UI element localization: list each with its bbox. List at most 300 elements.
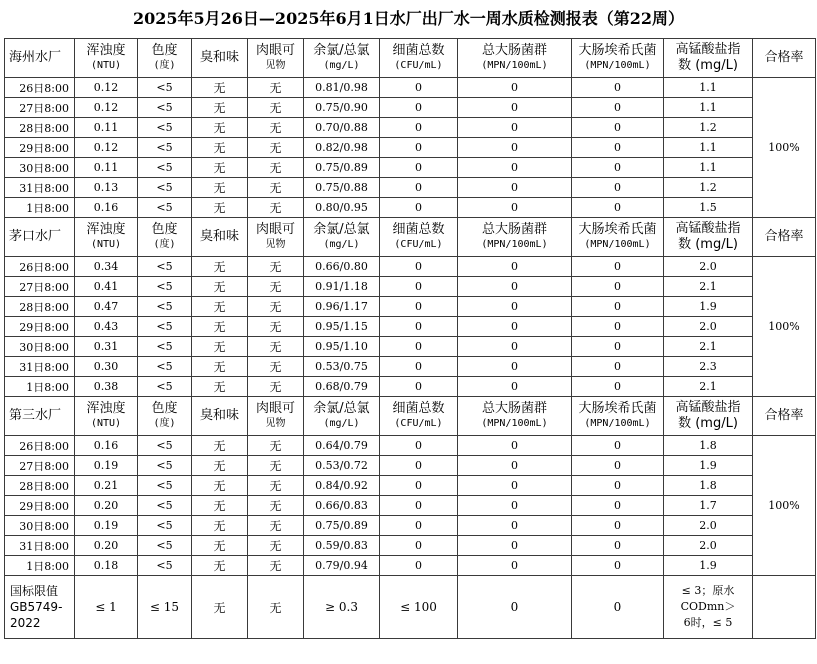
table-row (5, 158, 816, 178)
cell-chlorine: 0.75/0.89 (304, 158, 380, 178)
header-ecoli (572, 397, 664, 436)
cell-coliform: 0 (458, 158, 572, 178)
table-row (5, 556, 816, 576)
cell-visible: 无 (248, 277, 304, 297)
cell-odor: 无 (192, 456, 248, 476)
cell-color: <5 (138, 297, 192, 317)
cell-chlorine: 0.70/0.88 (304, 118, 380, 138)
cell-ecoli: 0 (572, 357, 664, 377)
header-ecoli-line-2: (MPN/100mL) (584, 418, 651, 429)
header-kmno4 (664, 397, 753, 436)
header-visible-line-1: 肉眼可 (255, 401, 295, 416)
header-kmno4 (664, 218, 753, 257)
cell-odor: 无 (192, 158, 248, 178)
cell-bacteria: 0 (380, 516, 458, 536)
cell-visible: 无 (248, 556, 304, 576)
cell-odor: 无 (192, 257, 248, 277)
cell-time: 27日8:00 (5, 98, 75, 118)
pass-rate-cell: 100% (753, 257, 816, 397)
cell-time: 31日8:00 (5, 536, 75, 556)
cell-kmno4: 1.9 (664, 456, 753, 476)
limit-label (5, 576, 75, 639)
cell-odor: 无 (192, 118, 248, 138)
cell-color: <5 (138, 257, 192, 277)
cell-odor: 无 (192, 516, 248, 536)
header-visible-line-2: 见物 (265, 418, 286, 429)
limit-odor: 无 (192, 576, 248, 639)
cell-chlorine: 0.96/1.17 (304, 297, 380, 317)
cell-visible: 无 (248, 337, 304, 357)
header-pass-rate: 合格率 (753, 39, 816, 78)
cell-color: <5 (138, 78, 192, 98)
cell-odor: 无 (192, 138, 248, 158)
header-bacteria-line-1: 细菌总数 (392, 401, 445, 416)
cell-visible: 无 (248, 317, 304, 337)
cell-time: 31日8:00 (5, 357, 75, 377)
cell-color: <5 (138, 337, 192, 357)
limit-kmno4-line: CODmn＞ (680, 600, 736, 613)
header-color-line-1: 色度 (151, 222, 178, 237)
cell-turbidity: 0.43 (75, 317, 138, 337)
cell-odor: 无 (192, 377, 248, 397)
cell-kmno4: 1.7 (664, 496, 753, 516)
header-coliform (458, 39, 572, 78)
table-row (5, 436, 816, 456)
header-pass-rate: 合格率 (753, 218, 816, 257)
cell-bacteria: 0 (380, 98, 458, 118)
limit-turbidity: ≤ 1 (75, 576, 138, 639)
table-row (5, 476, 816, 496)
cell-kmno4: 1.9 (664, 297, 753, 317)
cell-kmno4: 1.1 (664, 158, 753, 178)
cell-time: 30日8:00 (5, 337, 75, 357)
cell-turbidity: 0.19 (75, 456, 138, 476)
header-bacteria-line-2: (CFU/mL) (394, 60, 443, 71)
cell-time: 31日8:00 (5, 178, 75, 198)
cell-time: 30日8:00 (5, 516, 75, 536)
header-coliform-line-2: (MPN/100mL) (481, 60, 548, 71)
cell-color: <5 (138, 556, 192, 576)
header-turbidity-line-1: 浑浊度 (86, 401, 126, 416)
table-row (5, 178, 816, 198)
cell-color: <5 (138, 377, 192, 397)
limit-label-line: GB5749- (10, 600, 63, 614)
cell-chlorine: 0.53/0.75 (304, 357, 380, 377)
header-kmno4-line-2: 数 (mg/L) (678, 58, 738, 73)
cell-time: 26日8:00 (5, 257, 75, 277)
header-odor: 臭和味 (192, 397, 248, 436)
cell-bacteria: 0 (380, 297, 458, 317)
limit-chlorine: ≥ 0.3 (304, 576, 380, 639)
header-color (138, 39, 192, 78)
header-ecoli-line-1: 大肠埃希氏菌 (578, 43, 657, 58)
cell-bacteria: 0 (380, 456, 458, 476)
cell-ecoli: 0 (572, 516, 664, 536)
cell-kmno4: 2.0 (664, 536, 753, 556)
cell-ecoli: 0 (572, 556, 664, 576)
header-bacteria-line-1: 细菌总数 (392, 43, 445, 58)
cell-ecoli: 0 (572, 377, 664, 397)
cell-visible: 无 (248, 496, 304, 516)
cell-visible: 无 (248, 198, 304, 218)
header-bacteria-line-2: (CFU/mL) (394, 418, 443, 429)
cell-ecoli: 0 (572, 257, 664, 277)
cell-coliform: 0 (458, 456, 572, 476)
cell-ecoli: 0 (572, 178, 664, 198)
header-ecoli-line-2: (MPN/100mL) (584, 239, 651, 250)
header-ecoli-line-1: 大肠埃希氏菌 (578, 222, 657, 237)
cell-color: <5 (138, 98, 192, 118)
header-turbidity-line-2: (NTU) (90, 239, 122, 250)
header-coliform-line-2: (MPN/100mL) (481, 418, 548, 429)
plant-name: 茅口水厂 (5, 218, 75, 257)
cell-ecoli: 0 (572, 536, 664, 556)
cell-chlorine: 0.82/0.98 (304, 138, 380, 158)
cell-color: <5 (138, 317, 192, 337)
cell-time: 30日8:00 (5, 158, 75, 178)
cell-visible: 无 (248, 456, 304, 476)
header-visible (248, 218, 304, 257)
cell-ecoli: 0 (572, 297, 664, 317)
cell-coliform: 0 (458, 436, 572, 456)
cell-ecoli: 0 (572, 476, 664, 496)
cell-ecoli: 0 (572, 436, 664, 456)
cell-color: <5 (138, 277, 192, 297)
cell-color: <5 (138, 158, 192, 178)
cell-turbidity: 0.20 (75, 536, 138, 556)
limit-kmno4-line: ≤ 3；原水 (681, 584, 735, 597)
cell-coliform: 0 (458, 118, 572, 138)
cell-visible: 无 (248, 138, 304, 158)
cell-chlorine: 0.66/0.80 (304, 257, 380, 277)
cell-chlorine: 0.68/0.79 (304, 377, 380, 397)
cell-kmno4: 1.9 (664, 556, 753, 576)
cell-turbidity: 0.47 (75, 297, 138, 317)
cell-bacteria: 0 (380, 78, 458, 98)
pass-rate-cell: 100% (753, 78, 816, 218)
cell-turbidity: 0.21 (75, 476, 138, 496)
cell-bacteria: 0 (380, 556, 458, 576)
cell-ecoli: 0 (572, 138, 664, 158)
cell-visible: 无 (248, 377, 304, 397)
cell-coliform: 0 (458, 337, 572, 357)
cell-color: <5 (138, 178, 192, 198)
cell-color: <5 (138, 357, 192, 377)
header-turbidity (75, 39, 138, 78)
cell-coliform: 0 (458, 178, 572, 198)
cell-color: <5 (138, 118, 192, 138)
plant-header-row (5, 218, 816, 257)
cell-kmno4: 1.1 (664, 138, 753, 158)
cell-bacteria: 0 (380, 138, 458, 158)
cell-kmno4: 1.8 (664, 436, 753, 456)
cell-bacteria: 0 (380, 118, 458, 138)
header-turbidity-line-2: (NTU) (90, 60, 122, 71)
cell-coliform: 0 (458, 78, 572, 98)
cell-time: 27日8:00 (5, 456, 75, 476)
header-coliform (458, 218, 572, 257)
header-ecoli-line-1: 大肠埃希氏菌 (578, 401, 657, 416)
header-visible-line-1: 肉眼可 (255, 222, 295, 237)
cell-bacteria: 0 (380, 337, 458, 357)
cell-visible: 无 (248, 357, 304, 377)
cell-bacteria: 0 (380, 257, 458, 277)
header-odor: 臭和味 (192, 218, 248, 257)
cell-coliform: 0 (458, 257, 572, 277)
cell-visible: 无 (248, 476, 304, 496)
header-bacteria (380, 218, 458, 257)
header-visible (248, 39, 304, 78)
cell-ecoli: 0 (572, 317, 664, 337)
cell-visible: 无 (248, 178, 304, 198)
cell-coliform: 0 (458, 198, 572, 218)
header-chlorine (304, 39, 380, 78)
table-row (5, 337, 816, 357)
cell-time: 29日8:00 (5, 496, 75, 516)
cell-turbidity: 0.12 (75, 78, 138, 98)
cell-bacteria: 0 (380, 476, 458, 496)
table-row (5, 118, 816, 138)
header-turbidity (75, 397, 138, 436)
header-coliform (458, 397, 572, 436)
cell-chlorine: 0.75/0.89 (304, 516, 380, 536)
cell-odor: 无 (192, 297, 248, 317)
cell-bacteria: 0 (380, 158, 458, 178)
cell-bacteria: 0 (380, 198, 458, 218)
cell-ecoli: 0 (572, 158, 664, 178)
header-kmno4-line-1: 高锰酸盐指 (675, 400, 741, 415)
cell-odor: 无 (192, 536, 248, 556)
limit-coliform: 0 (458, 576, 572, 639)
plant-name: 第三水厂 (5, 397, 75, 436)
cell-time: 1日8:00 (5, 198, 75, 218)
plant-name: 海州水厂 (5, 39, 75, 78)
cell-turbidity: 0.19 (75, 516, 138, 536)
table-row (5, 138, 816, 158)
cell-visible: 无 (248, 536, 304, 556)
cell-turbidity: 0.38 (75, 377, 138, 397)
cell-chlorine: 0.79/0.94 (304, 556, 380, 576)
cell-visible: 无 (248, 516, 304, 536)
cell-coliform: 0 (458, 98, 572, 118)
cell-color: <5 (138, 198, 192, 218)
cell-odor: 无 (192, 277, 248, 297)
cell-chlorine: 0.81/0.98 (304, 78, 380, 98)
cell-bacteria: 0 (380, 357, 458, 377)
report-title: 2025年5月26日—2025年6月1日水厂出厂水一周水质检测报表（第22周） (133, 9, 684, 28)
header-chlorine-line-2: (mg/L) (323, 60, 360, 71)
pass-rate-cell: 100% (753, 436, 816, 576)
cell-ecoli: 0 (572, 277, 664, 297)
header-color-line-2: (度) (153, 60, 176, 71)
table-row (5, 357, 816, 377)
cell-time: 1日8:00 (5, 377, 75, 397)
cell-time: 26日8:00 (5, 78, 75, 98)
cell-chlorine: 0.91/1.18 (304, 277, 380, 297)
cell-visible: 无 (248, 118, 304, 138)
table-row (5, 536, 816, 556)
plant-header-row (5, 397, 816, 436)
header-visible-line-2: 见物 (265, 239, 286, 250)
cell-kmno4: 2.0 (664, 257, 753, 277)
table-row (5, 198, 816, 218)
header-color-line-2: (度) (153, 239, 176, 250)
cell-ecoli: 0 (572, 198, 664, 218)
header-turbidity (75, 218, 138, 257)
header-coliform-line-2: (MPN/100mL) (481, 239, 548, 250)
header-ecoli (572, 39, 664, 78)
header-chlorine-line-1: 余氯/总氯 (313, 222, 370, 237)
cell-turbidity: 0.18 (75, 556, 138, 576)
cell-chlorine: 0.75/0.90 (304, 98, 380, 118)
header-ecoli-line-2: (MPN/100mL) (584, 60, 651, 71)
cell-kmno4: 2.1 (664, 277, 753, 297)
cell-turbidity: 0.16 (75, 198, 138, 218)
cell-color: <5 (138, 536, 192, 556)
cell-kmno4: 1.2 (664, 178, 753, 198)
cell-time: 28日8:00 (5, 297, 75, 317)
cell-coliform: 0 (458, 516, 572, 536)
cell-chlorine: 0.95/1.10 (304, 337, 380, 357)
header-coliform-line-1: 总大肠菌群 (481, 222, 547, 237)
cell-time: 28日8:00 (5, 118, 75, 138)
cell-ecoli: 0 (572, 98, 664, 118)
limit-visible: 无 (248, 576, 304, 639)
limit-label-line: 国标限值 (10, 584, 59, 598)
cell-odor: 无 (192, 556, 248, 576)
table-row (5, 277, 816, 297)
cell-odor: 无 (192, 476, 248, 496)
cell-coliform: 0 (458, 556, 572, 576)
cell-odor: 无 (192, 357, 248, 377)
cell-bacteria: 0 (380, 436, 458, 456)
cell-odor: 无 (192, 317, 248, 337)
table-row (5, 257, 816, 277)
header-visible-line-1: 肉眼可 (255, 43, 295, 58)
cell-odor: 无 (192, 78, 248, 98)
cell-color: <5 (138, 496, 192, 516)
cell-ecoli: 0 (572, 118, 664, 138)
cell-coliform: 0 (458, 496, 572, 516)
table-row (5, 297, 816, 317)
cell-coliform: 0 (458, 297, 572, 317)
header-turbidity-line-2: (NTU) (90, 418, 122, 429)
cell-kmno4: 1.2 (664, 118, 753, 138)
cell-chlorine: 0.53/0.72 (304, 456, 380, 476)
cell-turbidity: 0.12 (75, 138, 138, 158)
cell-coliform: 0 (458, 357, 572, 377)
cell-ecoli: 0 (572, 456, 664, 476)
cell-odor: 无 (192, 198, 248, 218)
cell-turbidity: 0.34 (75, 257, 138, 277)
cell-bacteria: 0 (380, 178, 458, 198)
cell-turbidity: 0.12 (75, 98, 138, 118)
cell-time: 29日8:00 (5, 138, 75, 158)
header-turbidity-line-1: 浑浊度 (86, 222, 126, 237)
header-turbidity-line-1: 浑浊度 (86, 43, 126, 58)
cell-bacteria: 0 (380, 536, 458, 556)
cell-kmno4: 2.0 (664, 317, 753, 337)
header-chlorine-line-2: (mg/L) (323, 239, 360, 250)
cell-chlorine: 0.80/0.95 (304, 198, 380, 218)
header-bacteria (380, 39, 458, 78)
cell-kmno4: 1.1 (664, 98, 753, 118)
cell-kmno4: 2.1 (664, 377, 753, 397)
limit-kmno4-line: 6时，≤ 5 (683, 616, 733, 629)
cell-visible: 无 (248, 257, 304, 277)
table-row (5, 317, 816, 337)
cell-turbidity: 0.13 (75, 178, 138, 198)
cell-coliform: 0 (458, 277, 572, 297)
cell-bacteria: 0 (380, 377, 458, 397)
header-visible-line-2: 见物 (265, 60, 286, 71)
header-kmno4 (664, 39, 753, 78)
cell-bacteria: 0 (380, 496, 458, 516)
cell-odor: 无 (192, 98, 248, 118)
cell-ecoli: 0 (572, 337, 664, 357)
cell-turbidity: 0.30 (75, 357, 138, 377)
header-color (138, 397, 192, 436)
cell-odor: 无 (192, 337, 248, 357)
table-row (5, 98, 816, 118)
table-row (5, 516, 816, 536)
cell-chlorine: 0.59/0.83 (304, 536, 380, 556)
cell-color: <5 (138, 436, 192, 456)
cell-odor: 无 (192, 178, 248, 198)
header-kmno4-line-1: 高锰酸盐指 (675, 221, 741, 236)
header-bacteria (380, 397, 458, 436)
cell-chlorine: 0.64/0.79 (304, 436, 380, 456)
cell-visible: 无 (248, 436, 304, 456)
cell-ecoli: 0 (572, 78, 664, 98)
cell-color: <5 (138, 456, 192, 476)
header-color (138, 218, 192, 257)
cell-kmno4: 2.1 (664, 337, 753, 357)
cell-turbidity: 0.16 (75, 436, 138, 456)
header-chlorine-line-1: 余氯/总氯 (313, 401, 370, 416)
header-chlorine (304, 397, 380, 436)
limit-pass-rate (753, 576, 816, 639)
header-color-line-2: (度) (153, 418, 176, 429)
header-pass-rate: 合格率 (753, 397, 816, 436)
cell-bacteria: 0 (380, 317, 458, 337)
cell-coliform: 0 (458, 317, 572, 337)
header-coliform-line-1: 总大肠菌群 (481, 43, 547, 58)
header-visible (248, 397, 304, 436)
cell-time: 27日8:00 (5, 277, 75, 297)
cell-kmno4: 2.3 (664, 357, 753, 377)
header-chlorine (304, 218, 380, 257)
cell-odor: 无 (192, 436, 248, 456)
header-ecoli (572, 218, 664, 257)
cell-color: <5 (138, 516, 192, 536)
limit-label-line: 2022 (10, 616, 41, 630)
cell-bacteria: 0 (380, 277, 458, 297)
cell-coliform: 0 (458, 377, 572, 397)
cell-color: <5 (138, 476, 192, 496)
cell-visible: 无 (248, 78, 304, 98)
cell-turbidity: 0.20 (75, 496, 138, 516)
table-row (5, 496, 816, 516)
cell-time: 1日8:00 (5, 556, 75, 576)
cell-kmno4: 1.1 (664, 78, 753, 98)
header-kmno4-line-2: 数 (mg/L) (678, 416, 738, 431)
cell-chlorine: 0.84/0.92 (304, 476, 380, 496)
table-row (5, 377, 816, 397)
limit-bacteria: ≤ 100 (380, 576, 458, 639)
cell-turbidity: 0.41 (75, 277, 138, 297)
plant-header-row (5, 39, 816, 78)
